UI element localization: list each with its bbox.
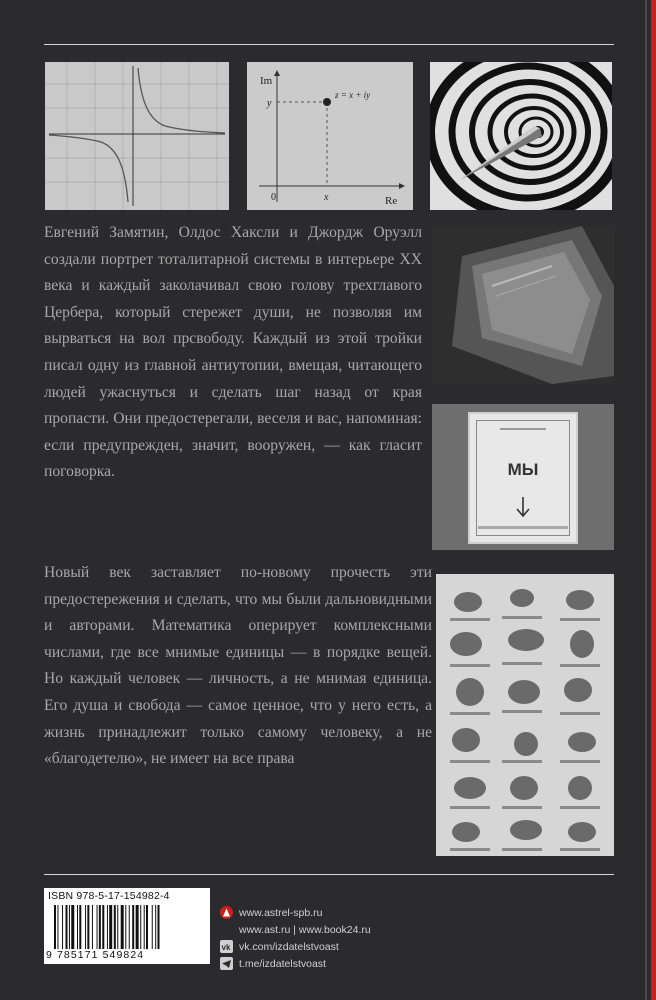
barcode-bar bbox=[125, 905, 126, 949]
function-graph-image bbox=[45, 62, 229, 210]
booklet-title: МЫ bbox=[507, 460, 539, 479]
x-coordinate-label: x bbox=[324, 192, 329, 203]
contact-row[interactable] bbox=[220, 904, 460, 921]
bottom-divider bbox=[44, 874, 614, 875]
vk-link[interactable]: vk.com/izdatelstvoast bbox=[239, 940, 339, 953]
barcode-bar bbox=[114, 905, 116, 949]
down-arrow-icon bbox=[514, 496, 532, 518]
vk-icon bbox=[220, 940, 233, 953]
barcode-bar bbox=[109, 905, 112, 949]
contact-row[interactable] bbox=[220, 955, 460, 972]
barcode-bar bbox=[77, 905, 78, 949]
telegram-link[interactable]: t.me/izdatelstvoast bbox=[239, 957, 326, 970]
contact-row[interactable] bbox=[220, 921, 460, 938]
barcode-bar bbox=[132, 905, 134, 949]
barcode-bar bbox=[99, 905, 101, 949]
telegram-icon bbox=[220, 957, 233, 970]
y-coordinate-label: y bbox=[267, 98, 272, 109]
poster-illustration bbox=[436, 574, 614, 856]
publisher-contacts bbox=[220, 904, 460, 972]
barcode-bar bbox=[92, 905, 93, 949]
barcode-bars bbox=[54, 905, 204, 949]
imaginary-axis-label: Im bbox=[260, 75, 273, 87]
real-axis-label: Re bbox=[385, 195, 398, 207]
globe-icon bbox=[220, 923, 233, 936]
spiral-tunnel-image bbox=[430, 62, 612, 210]
barcode-bar bbox=[66, 905, 68, 949]
complex-plane-image bbox=[247, 62, 413, 210]
barcode-bar bbox=[155, 905, 156, 949]
top-divider bbox=[44, 44, 614, 45]
barcode-bar bbox=[136, 905, 139, 949]
barcode-bar bbox=[71, 905, 74, 949]
barcode-bar bbox=[57, 905, 58, 949]
barcode-bar bbox=[85, 905, 86, 949]
barcode-digits: 9 785171 549824 bbox=[46, 949, 145, 961]
svg-text:vk: vk bbox=[221, 943, 231, 952]
contact-row[interactable] bbox=[220, 938, 460, 955]
barcode-bar bbox=[117, 905, 118, 949]
barcode-bar bbox=[97, 905, 98, 949]
barcode-bar bbox=[144, 905, 145, 949]
barcode-bar bbox=[121, 905, 124, 949]
publisher-logo-icon bbox=[220, 906, 233, 919]
barcode-bar bbox=[62, 905, 63, 949]
booklet-image bbox=[432, 404, 614, 550]
barcode-bar bbox=[158, 905, 160, 949]
cover-paragraph-1: Евгений Замятин, Олдос Хаксли и Джордж Оруэлл создали портрет тоталитарной системы в интерьере XX века и каждый заколачивал свою голову трехглавого Цербера, который стережет души, не позволяя им вырваться на вол прсвободу. Каждый из этой тройки писал одну из главной антиутопии, вмещая, читающего людей ужаснуться и сделать шаг назад от края пропасти. Они предостерегали, веселя и вас, напоминая: если предупрежден, значит, вооружен, — как гласит поговорка. bbox=[44, 224, 422, 481]
cover-paragraph-2: Новый век заставляет по-новому прочесть эти предостережения и сделать, что мы были дальновидными и авторами. Математика оперирует комплексными числами, где все мнимые единицы — в порядке вещей. Но каждый человек — личность, а не мнимая единица. Его душа и свобода — самое ценное, что у него есть, а жизнь принадлежит только самому человеку, а не «благодетелю», не имеет на все права bbox=[44, 564, 432, 768]
origin-label: 0 bbox=[271, 192, 276, 203]
isbn-number: ISBN 978-5-17-154982-4 bbox=[48, 890, 170, 902]
barcode-bar bbox=[87, 905, 89, 949]
barcode-bar bbox=[79, 905, 81, 949]
barcode-bar bbox=[146, 905, 148, 949]
barcode-bar bbox=[69, 905, 70, 949]
barcode-bar bbox=[54, 905, 56, 949]
dark-book-photo bbox=[432, 226, 614, 384]
barcode-bar bbox=[102, 905, 104, 949]
ast-site-link[interactable]: www.ast.ru | www.book24.ru bbox=[239, 923, 371, 936]
point-label: z = x + iy bbox=[335, 90, 371, 100]
cover-edge-dark bbox=[645, 0, 647, 1000]
isbn-barcode bbox=[44, 888, 210, 964]
cover-edge-red bbox=[651, 0, 656, 1000]
publisher-site-link[interactable]: www.astrel-spb.ru bbox=[239, 906, 323, 919]
barcode-bar bbox=[129, 905, 130, 949]
barcode-bar bbox=[140, 905, 141, 949]
barcode-bar bbox=[152, 905, 153, 949]
booklet bbox=[468, 412, 578, 544]
barcode-bar bbox=[107, 905, 108, 949]
